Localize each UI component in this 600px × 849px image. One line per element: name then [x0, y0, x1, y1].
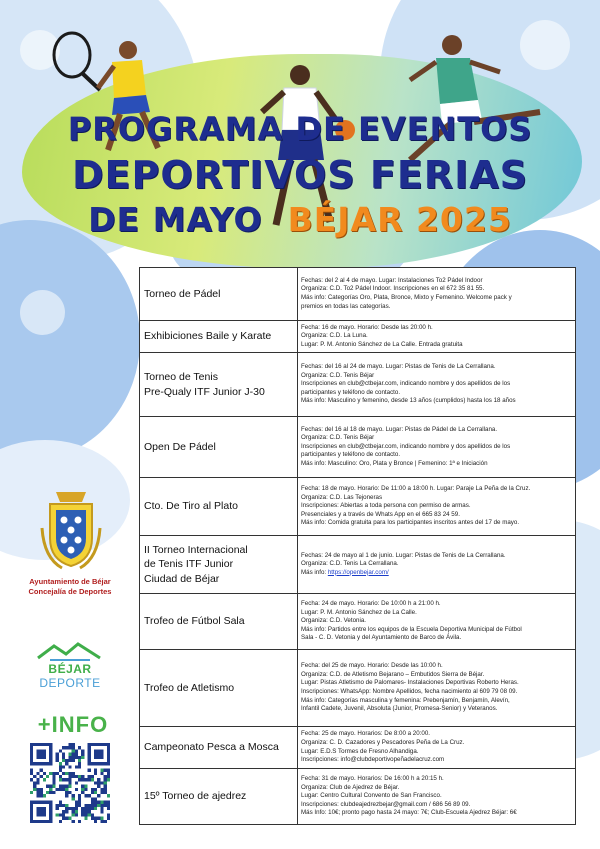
crest-caption-line-1: Ayuntamiento de Béjar: [29, 577, 111, 586]
event-detail-line: [301, 569, 572, 578]
event-row: [140, 417, 576, 478]
background-blob: [0, 220, 140, 460]
event-detail-line: Fecha: 24 de mayo. Horario: De 10:00 h a 21:00 h.: [301, 600, 441, 608]
event-detail-line: Organiza: Club de Ajedrez de Béjar.: [301, 783, 400, 791]
event-detail-line: Organiza: C.D. Tenis Béjar: [301, 371, 375, 379]
event-name: [140, 353, 298, 417]
event-name-line: Cto. De Tiro al Plato: [144, 500, 238, 513]
event-detail-line: Organiza: C.D. de Atletismo Bejarano – Embutidos Sierra de Béjar.: [301, 670, 485, 678]
event-detail-line: Fechas: 24 de mayo al 1 de junio. Lugar: Pistas de Tenis de La Cerrallana.: [301, 551, 506, 559]
event-name-line: Open De Pádel: [144, 440, 216, 453]
event-detail-line: Organiza: C.D. To2 Pádel Indoor. Inscripciones en el 672 35 81 55.: [301, 285, 485, 293]
event-detail-line: Sala - C. D. Vetonia y del Ayuntamiento de Barco de Ávila.: [301, 634, 462, 642]
bejar-deporte-logo-text: [20, 662, 120, 690]
municipal-crest-icon: [40, 488, 102, 570]
event-detail-line: Inscripciones: Abiertas a toda persona con permiso de armas.: [301, 502, 471, 510]
event-row: [140, 353, 576, 417]
event-detail-line: premios en todas las categorías.: [301, 302, 391, 310]
title-line-3: [0, 200, 600, 239]
more-info-prefix: Más info:: [301, 568, 328, 576]
logo-text-part-1: BÉJAR: [48, 662, 92, 676]
qr-code-icon[interactable]: [30, 743, 110, 823]
event-details: [298, 727, 576, 769]
event-detail-line: Organiza: C.D. Las Tejoneras: [301, 493, 383, 501]
event-name-line: 15º Torneo de ajedrez: [144, 790, 247, 803]
logo-text-part-2: DEPORTE: [39, 676, 101, 690]
event-details: [298, 536, 576, 594]
event-detail-line: Más Info: 10€; pronto pago hasta 24 mayo: 7€; Club-Escuela Ajedrez Béjar: 6€: [301, 809, 517, 817]
event-details: [298, 417, 576, 478]
event-name: [140, 478, 298, 536]
event-detail-line: Organiza: C.D. Vetonia.: [301, 617, 367, 625]
event-detail-line: Inscripciones en club@ctbejar.com, indicando nombre y dos apellidos de los: [301, 442, 511, 450]
event-name: [140, 650, 298, 727]
event-details: [298, 650, 576, 727]
event-details: [298, 478, 576, 536]
event-row: [140, 594, 576, 650]
event-details: [298, 594, 576, 650]
event-details: [298, 353, 576, 417]
event-name-line: Exhibiciones Baile y Karate: [144, 330, 272, 343]
event-details: [298, 769, 576, 825]
event-name: [140, 769, 298, 825]
event-name: [140, 594, 298, 650]
event-detail-line: Infantil Cadete, Juvenil, Absoluta (Junior, Promesa-Senior) y Veteranos.: [301, 705, 498, 713]
background-dot: [20, 290, 65, 335]
title-line-1: PROGRAMA DE EVENTOS: [67, 110, 533, 148]
event-name-line: de Tenis ITF Junior: [144, 558, 234, 571]
title-line-3-a: DE MAYO: [88, 200, 263, 239]
event-detail-line: Lugar: E.D.S Tormes de Fresno Alhandiga.: [301, 747, 419, 755]
event-row: [140, 536, 576, 594]
event-row: [140, 727, 576, 769]
event-detail-line: Fecha: 18 de mayo. Horario: De 11:00 a 18:00 h. Lugar: Paraje La Peña de la Cruz.: [301, 485, 531, 493]
event-detail-line: Inscripciones: info@clubdeportivopeñadelacruz.com: [301, 756, 445, 764]
event-detail-line: Fecha: 31 de mayo. Horarios: De 16:00 h a 20:15 h.: [301, 775, 444, 783]
event-detail-line: Fechas: del 16 al 24 de mayo. Lugar: Pistas de Tenis de La Cerrallana.: [301, 363, 496, 371]
event-row: [140, 268, 576, 321]
event-detail-line: Presenciales y a través de Whats App en el 665 83 24 59.: [301, 510, 460, 518]
event-detail-line: Más info: Masculino y femenino, desde 13 años (cumplidos) hasta los 18 años: [301, 397, 516, 405]
event-detail-line: participantes y teléfono de contacto.: [301, 388, 401, 396]
event-name-line: Torneo de Tenis: [144, 371, 218, 384]
event-name-line: Campeonato Pesca a Mosca: [144, 741, 279, 754]
event-detail-line: Más info: Comida gratuita para los participantes inscritos antes del 17 de mayo.: [301, 519, 520, 527]
event-detail-line: Fecha: del 25 de mayo. Horario: Desde las 10:00 h.: [301, 662, 443, 670]
event-name-line: Trofeo de Atletismo: [144, 681, 235, 694]
event-name: [140, 321, 298, 353]
event-name-line: Torneo de Pádel: [144, 287, 221, 300]
event-name: [140, 727, 298, 769]
event-detail-line: Más info: Categorías masculina y femenina: Prebenjamín, Benjamín, Alevín,: [301, 696, 510, 704]
event-detail-line: Inscripciones: clubdeajedrezbejar@gmail.com / 686 56 89 09.: [301, 800, 471, 808]
event-row: [140, 769, 576, 825]
event-details: [298, 268, 576, 321]
event-name-line: Ciudad de Béjar: [144, 572, 220, 585]
event-detail-line: Organiza: C.D. Tenis La Cerrallana.: [301, 560, 399, 568]
event-detail-line: Inscripciones: WhatsApp: Nombre Apellidos, fecha nacimiento al 609 79 08 09.: [301, 688, 518, 695]
event-name: [140, 417, 298, 478]
event-detail-line: Lugar: Pistas Atletismo de Palomares- Instalaciones Deportivas Roberto Heras.: [301, 679, 519, 687]
event-detail-line: Más info: Categorías Oro, Plata, Bronce, Mixto y Femenino. Welcome pack y: [301, 294, 512, 301]
title-year: BÉJAR 2025: [287, 200, 512, 239]
events-table: [139, 267, 576, 825]
event-detail-line: Fecha: 16 de mayo. Horario: Desde las 20:00 h.: [301, 323, 433, 331]
event-row: [140, 321, 576, 353]
event-detail-line: Lugar: Centro Cultural Convento de San Francisco.: [301, 792, 442, 800]
event-website-link[interactable]: https://openbejar.com/: [327, 568, 389, 576]
event-name: [140, 536, 298, 594]
event-detail-line: Más info: Masculino: Oro, Plata y Bronce | Femenino: 1ª e Iniciación: [301, 459, 488, 467]
event-detail-line: participantes y teléfono de contacto.: [301, 451, 401, 459]
event-name: [140, 268, 298, 321]
event-detail-line: Lugar: P. M. Antonio Sánchez de La Calle. Entrada gratuita: [301, 340, 463, 348]
event-detail-line: Más info: Partidos entre los equipos de la Escuela Deportiva Municipal de Fútbol: [301, 625, 522, 633]
event-detail-line: Fechas: del 2 al 4 de mayo. Lugar: Instalaciones To2 Pádel Indoor: [301, 276, 483, 284]
event-row: [140, 650, 576, 727]
event-details: [298, 321, 576, 353]
title-line-2: DEPORTIVOS FERIAS: [71, 153, 528, 197]
event-row: [140, 478, 576, 536]
event-detail-line: Fechas: del 16 al 18 de mayo. Lugar: Pistas de Pádel de La Cerrallana.: [301, 425, 498, 433]
event-detail-line: Organiza: C.D. Tenis Béjar: [301, 434, 375, 442]
event-name-line: Trofeo de Fútbol Sala: [144, 615, 245, 628]
crest-caption-line-2: Concejalía de Deportes: [28, 587, 112, 596]
event-detail-line: Fecha: 25 de mayo. Horarios: De 8:00 a 20:00.: [301, 730, 430, 738]
event-detail-line: Organiza: C.D. La Luna.: [301, 332, 368, 340]
event-detail-line: Lugar: P. M. Antonio Sánchez de La Calle.: [301, 608, 417, 616]
event-name-line: Pre-Qualy ITF Junior J-30: [144, 385, 265, 398]
event-detail-line: Inscripciones en club@ctbejar.com, indicando nombre y dos apellidos de los: [301, 380, 511, 388]
event-name-line: II Torneo Internacional: [144, 544, 248, 557]
more-info-label: +INFO: [37, 712, 109, 737]
event-detail-line: Organiza: C. D. Cazadores y Pescadores Peña de La Cruz.: [301, 738, 465, 746]
